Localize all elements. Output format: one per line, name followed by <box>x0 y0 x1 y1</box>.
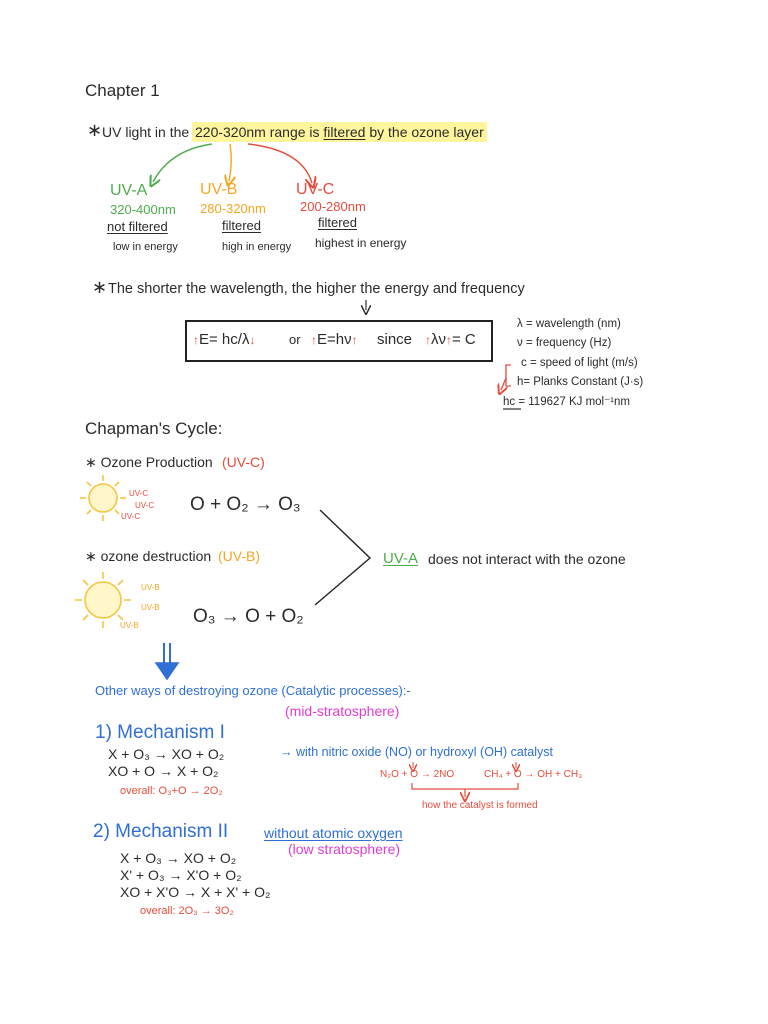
ozone-destruction-equation: O₃ → O + O₂ <box>193 606 304 627</box>
mechanism-2-equation: X' + O₃ → X'O + O₂ <box>120 867 242 883</box>
bullet: ∗ <box>87 120 103 140</box>
cycle-bracket <box>315 510 370 605</box>
uv-b-energy: high in energy <box>222 241 292 253</box>
legend-item: c = speed of light (m/s) <box>521 357 638 369</box>
ozone-production-label: ∗ Ozone Production <box>85 454 213 470</box>
equation-text: λν <box>431 331 446 348</box>
chapman-heading: Chapman's Cycle: <box>85 419 223 438</box>
mechanism-2-overall: overall: 2O₃ → 3O₂ <box>140 905 234 917</box>
mechanism-2-equation: XO + X'O → X + X' + O₂ <box>120 884 271 900</box>
uv-b-name: UV-B <box>200 181 238 198</box>
arrow-to-uva <box>153 144 212 182</box>
up-arrow-icon: ↑ <box>311 333 317 347</box>
legend-item: hc = 119627 KJ mol⁻¹nm <box>503 396 630 408</box>
uv-a-status: not filtered <box>107 219 168 234</box>
or-label: or <box>289 332 301 347</box>
up-arrow-icon: ↑ <box>425 333 431 347</box>
equation-text: E= hc/λ <box>199 331 250 348</box>
arrow-to-uvc <box>248 144 312 183</box>
uv-a-range: 320-400nm <box>110 202 176 217</box>
mechanism-1-equation: X + O₃ → XO + O₂ <box>108 746 225 762</box>
up-arrow-icon: ↑ <box>351 333 358 347</box>
ozone-destruction-uv: (UV-B) <box>218 548 260 564</box>
sun-uv-label: UV-B <box>141 603 160 612</box>
uv-c-status: filtered <box>318 215 358 230</box>
mechanism-2-equation: X + O₃ → XO + O₂ <box>120 850 237 866</box>
mechanism-2-subtitle: without atomic oxygen <box>264 825 403 841</box>
catalytic-heading: Other ways of destroying ozone (Catalytic processes):- <box>95 683 411 698</box>
sun-uv-label: UV-C <box>121 512 141 521</box>
legend-bracket <box>506 365 511 386</box>
uv-intro-filtered: filtered <box>323 124 366 140</box>
uva-note: does not interact with the ozone <box>428 551 626 567</box>
legend-item: ν = frequency (Hz) <box>517 337 612 349</box>
uv-a-name: UV-A <box>110 182 148 199</box>
equation-text: = C <box>452 331 476 348</box>
uv-intro-range: 220-320nm range is <box>195 124 320 140</box>
ozone-destruction-label: ∗ ozone destruction <box>85 548 212 564</box>
mechanism-1-equation: XO + O → X + O₂ <box>108 763 219 779</box>
sun-uv-label: UV-C <box>129 489 149 498</box>
down-arrow-icon: ↓ <box>249 333 256 347</box>
up-arrow-icon: ↑ <box>446 333 452 347</box>
uva-label: UV-A <box>383 550 419 567</box>
uv-c-name: UV-C <box>296 181 335 198</box>
uv-b-range: 280-320nm <box>200 201 266 216</box>
sun-icon <box>80 475 126 521</box>
catalyst-note: → with nitric oxide (NO) or hydroxyl (OH) catalyst <box>280 745 553 759</box>
mechanism-1-title: 1) Mechanism I <box>95 722 225 743</box>
energy-equation-box <box>185 320 493 362</box>
uv-intro-rest: by the ozone layer <box>369 124 484 140</box>
up-arrow-icon: ↑ <box>193 333 199 347</box>
uv-a-energy: low in energy <box>113 241 178 253</box>
equation-energy-frequency <box>311 331 358 348</box>
catalyst-formation-no: N₂O + O → 2NO <box>380 769 455 780</box>
sun-icon <box>75 572 131 628</box>
legend-item: λ = wavelength (nm) <box>517 318 621 330</box>
mid-stratosphere-label: (mid-stratosphere) <box>285 703 400 719</box>
big-down-arrow-icon <box>156 643 178 679</box>
mechanism-1-overall: overall: O₃+O → 2O₂ <box>120 785 223 797</box>
since-label: since <box>377 331 413 348</box>
uv-c-energy: highest in energy <box>315 236 407 250</box>
arrow-to-uvb <box>229 144 231 181</box>
ozone-production-uv: (UV-C) <box>222 454 265 470</box>
uv-c-range: 200-280nm <box>300 199 366 214</box>
mechanism-2-title: 2) Mechanism II <box>93 821 229 842</box>
sun-uv-label: UV-B <box>120 621 139 630</box>
wavelength-note: The shorter the wavelength, the higher the energy and frequency <box>108 281 525 297</box>
equation-text: E=hν <box>317 331 352 348</box>
equation-energy-wavelength <box>193 331 255 348</box>
formation-bracket <box>412 783 518 789</box>
bullet: ∗ <box>92 277 108 297</box>
sun-uv-label: UV-B <box>141 583 160 592</box>
catalyst-formation-note: how the catalyst is formed <box>422 800 538 811</box>
uv-intro-lead: UV light in the <box>102 124 190 140</box>
uv-b-status: filtered <box>222 218 262 233</box>
catalyst-formation-oh: CH₄ + O → OH + CH₃ <box>484 769 583 780</box>
legend-arrow-icon <box>501 378 506 390</box>
low-stratosphere-label: (low stratosphere) <box>288 841 401 857</box>
uv-intro-highlight <box>192 122 487 142</box>
legend-item: h= Planks Constant (J·s) <box>517 376 644 388</box>
page-title: Chapter 1 <box>85 81 160 100</box>
ozone-production-equation: O + O₂ → O₃ <box>190 494 301 515</box>
equation-speed-of-light <box>425 331 476 348</box>
sun-uv-label: UV-C <box>135 501 155 510</box>
